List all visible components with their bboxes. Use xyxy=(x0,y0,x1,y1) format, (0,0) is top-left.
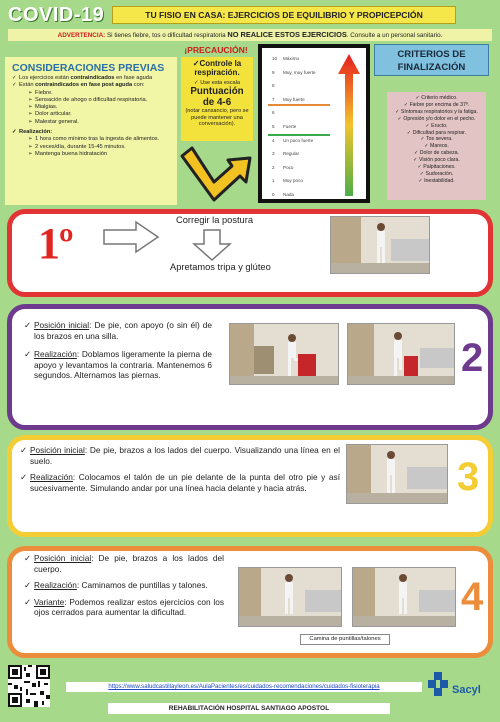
check-icon: ✓ xyxy=(12,82,17,89)
footer-hospital: REHABILITACIÓN HOSPITAL SANTIAGO APOSTOL xyxy=(108,703,390,714)
arrow-bullet-icon: ➢ xyxy=(28,143,33,150)
step-3-photo xyxy=(346,444,448,504)
criteria-panel xyxy=(387,92,486,200)
contraindication-item xyxy=(12,111,173,118)
warning-text: Si tienes fiebre, tos o dificultad respiratoria xyxy=(106,32,226,39)
check-icon: ✓ xyxy=(403,101,410,108)
precaution-control: ✓Controle la respiración. xyxy=(192,59,242,78)
scale-row-number: 5 xyxy=(272,124,275,129)
check-icon: ✓ xyxy=(12,129,17,136)
criteria-item xyxy=(389,123,484,130)
page-title: TU FISIO EN CASA: EJERCICIOS DE EQUILIBRIO Y PROPICEPCIÓN xyxy=(112,6,456,24)
pointing-arrow-icon xyxy=(176,142,256,206)
criteria-item-text: Tos severa. xyxy=(426,136,453,143)
criteria-item xyxy=(389,95,484,102)
warning-tail: . Consulte a un personal sanitario. xyxy=(346,32,443,39)
precaution-use-scale: ✓ Use esta escala xyxy=(193,80,241,87)
step-4-photo-b xyxy=(352,567,456,627)
check-icon: ✓ xyxy=(24,320,31,330)
check-icon: ✓ xyxy=(20,445,27,455)
contraindication-text: Mialgias. xyxy=(35,104,58,111)
scale-row-label: Muy fuerte xyxy=(283,96,305,102)
step-3-item-text: : De pie, brazos a los lados del cuerpo. Visualizando una línea en el suelo. xyxy=(30,445,340,466)
check-icon: ✓ xyxy=(419,170,426,177)
scale-row xyxy=(272,97,305,102)
criteria-item xyxy=(389,136,484,143)
check-icon: ✓ xyxy=(420,136,427,143)
scale-row-label: Fuerte xyxy=(283,124,297,129)
qr-code-icon[interactable] xyxy=(8,665,50,707)
step-3-number: 3 xyxy=(457,455,480,499)
scale-row xyxy=(272,165,293,170)
scale-row xyxy=(272,124,296,129)
warning-bar xyxy=(8,29,492,41)
step-2-photo-b xyxy=(347,323,455,385)
criteria-item xyxy=(389,143,484,150)
considerations-item xyxy=(12,75,173,82)
step-1-number: 1º xyxy=(38,219,73,268)
check-icon: ✓ xyxy=(418,177,425,184)
arrow-bullet-icon: ➢ xyxy=(28,104,33,111)
step-2-item-text: : Doblamos ligeramente la pierna de apoyo y levantamos la contraria. Mantenemos 6 segundos. Alternamos las piernas. xyxy=(34,349,212,381)
realization-text: Mantenga buena hidratación xyxy=(35,150,108,157)
criteria-item-text: Palpitaciones. xyxy=(423,164,456,171)
scale-row xyxy=(272,56,299,61)
scale-row-label: Muy, muy fuerte xyxy=(283,69,316,75)
scale-marker-lower xyxy=(268,134,330,136)
scale-row xyxy=(272,83,283,88)
check-icon: ✓ xyxy=(12,75,17,81)
criteria-item-text: Sudoración. xyxy=(425,170,454,177)
criteria-item xyxy=(389,164,484,171)
considerations-item xyxy=(12,82,173,89)
check-icon: ✓ xyxy=(395,108,401,115)
contraindication-text: Dolor articular. xyxy=(35,111,72,118)
check-icon: ✓ xyxy=(406,129,413,136)
considerations-title: CONSIDERACIONES PREVIAS xyxy=(12,62,165,74)
borg-scale-panel xyxy=(258,44,370,203)
arrow-bullet-icon: ➢ xyxy=(28,111,33,118)
step-2-item xyxy=(24,320,212,341)
criteria-item xyxy=(389,157,484,164)
step-4-item-text: : De pie, brazos a los lados del cuerpo. xyxy=(34,553,224,574)
criteria-item-text: Opresión y/o dolor en el pecho. xyxy=(403,115,476,122)
step-3-instructions xyxy=(20,445,340,496)
criteria-item-text: Inestabilidad. xyxy=(424,177,455,184)
warning-label: ADVERTENCIA: xyxy=(57,32,106,39)
check-icon: ✓ xyxy=(24,553,31,563)
check-icon: ✓ xyxy=(24,580,31,591)
realization-item xyxy=(12,144,173,151)
right-arrow-icon xyxy=(102,220,160,254)
check-icon: ✓ xyxy=(24,349,31,360)
scale-marker-upper xyxy=(268,104,330,106)
considerations-text-bold: contraindicados xyxy=(70,75,115,81)
considerations-text-bold: contraindicados en fase post aguda xyxy=(35,82,133,89)
step-3-item-label: Realización xyxy=(30,472,73,483)
contraindication-item xyxy=(12,90,173,97)
considerations-panel xyxy=(5,57,177,205)
check-icon: ✓ xyxy=(24,596,31,607)
scale-row-number: 1 xyxy=(272,178,275,184)
step-3-item-label: Posición inicial xyxy=(30,445,85,455)
arrow-bullet-icon: ➢ xyxy=(28,118,33,125)
scale-row-number: 7 xyxy=(272,96,275,102)
scale-row-label: Regular xyxy=(283,151,300,157)
scale-row xyxy=(272,110,283,115)
considerations-text: con: xyxy=(132,82,145,89)
step-4-item-text: : Podemos realizar estos ejercicios con los ojos cerrados para aumentar la dificultad. xyxy=(34,596,224,618)
down-arrow-icon xyxy=(192,228,232,262)
check-icon: ✓ xyxy=(413,157,419,164)
realization-text: 2 veces/día, durante 15-45 minutos. xyxy=(35,143,126,150)
considerations-text: Los ejercicios están xyxy=(19,75,71,81)
step-3-item-text: : Colocamos el talón de un pie delante de la punta del otro pie y así sucesivamente. Simulando andar por una línea hacia delante y hacia atrás. xyxy=(30,472,340,493)
check-icon: ✓ xyxy=(397,115,404,122)
precaution-score: Puntuación de 4-6 xyxy=(190,86,244,108)
check-icon: ✓ xyxy=(413,150,420,157)
check-icon: ✓ xyxy=(425,122,432,129)
criteria-item-text: Criterio médico. xyxy=(421,95,458,101)
step-2-item-label: Posición inicial xyxy=(34,320,90,330)
realization-text: 1 hora como mínimo tras la ingesta de alimentos. xyxy=(35,136,160,143)
step-1-text-b: Apretamos tripa y glúteo xyxy=(170,262,271,272)
criteria-item xyxy=(389,150,484,157)
step-4-item xyxy=(24,553,224,574)
contraindication-item xyxy=(12,97,173,104)
sacyl-logo-icon xyxy=(428,672,450,700)
scale-row xyxy=(272,70,316,75)
criteria-item xyxy=(389,178,484,185)
step-2-instructions xyxy=(24,320,212,384)
criteria-title: CRITERIOS DE FINALIZACIÓN xyxy=(374,44,489,76)
intensity-arrow-icon xyxy=(336,52,362,198)
arrow-bullet-icon: ➢ xyxy=(28,96,33,103)
precaution-score-note: (notar cansancio, pero se puede mantener una conversación). xyxy=(185,108,249,128)
step-3-item xyxy=(20,445,340,466)
step-2-photo-a xyxy=(229,323,339,385)
step-4-item-label: Variante xyxy=(34,596,65,607)
scale-row xyxy=(272,192,294,197)
precaution-control-text: Controle la respiración. xyxy=(194,59,242,78)
scale-row-number: 10 xyxy=(272,56,278,61)
scale-row xyxy=(272,138,313,143)
contraindication-item xyxy=(12,104,173,111)
step-2-item-label: Realización xyxy=(34,349,77,360)
contraindication-text: Sensación de ahogo o dificultad respiratoria. xyxy=(35,96,148,103)
criteria-item xyxy=(389,109,484,116)
step-4-caption: Camina de puntillas/talones xyxy=(300,634,390,645)
realization-item xyxy=(12,151,173,158)
step-3-item xyxy=(20,472,340,493)
criteria-item-text: Fiebre por encima de 37º. xyxy=(409,101,470,108)
check-icon: ✓ xyxy=(20,472,27,483)
criteria-item-text: Dolor de cabeza. xyxy=(419,150,459,157)
footer-link[interactable]: https://www.saludcastillayleon.es/AulaPacientes/es/cuidados-recomendaciones/cuidados-fisioterapia xyxy=(66,682,422,692)
arrow-bullet-icon: ➢ xyxy=(28,150,33,157)
scale-row-number: 4 xyxy=(272,137,275,143)
precaution-panel xyxy=(181,57,253,141)
criteria-item-text: Mareos. xyxy=(430,143,449,150)
sacyl-logo-text: Sacyl xyxy=(452,684,481,696)
contraindication-text: Malestar general. xyxy=(35,118,79,125)
precaution-use-scale-text: Use esta escala xyxy=(200,80,241,87)
step-2-number: 2 xyxy=(461,336,484,380)
step-4-item xyxy=(24,597,224,618)
step-1-text-a: Corregir la postura xyxy=(176,215,253,225)
check-icon: ✓ xyxy=(424,143,431,150)
scale-row xyxy=(272,178,303,183)
check-icon: ✓ xyxy=(417,164,424,171)
step-2-item-text: : De pie, con apoyo (o sin él) de los brazos en una silla. xyxy=(34,320,212,341)
scale-row-number: 0 xyxy=(272,192,275,197)
step-4-item-text: : Caminamos de puntillas y talones. xyxy=(76,580,208,591)
step-4-item-label: Realización xyxy=(34,580,77,591)
check-icon: ✓ xyxy=(415,95,422,101)
realization-title: Realización: xyxy=(19,129,53,136)
considerations-text: Están xyxy=(19,82,36,89)
step-1-photo xyxy=(330,216,430,274)
step-2-item xyxy=(24,349,212,381)
criteria-item xyxy=(389,116,484,123)
warning-emphasis: NO REALICE ESTOS EJERCICIOS xyxy=(227,30,347,39)
step-4-item-label: Posición inicial xyxy=(34,553,92,563)
realization-heading xyxy=(12,129,173,136)
scale-row-label: Un poco fuerte xyxy=(283,137,314,143)
criteria-item-text: Eructo. xyxy=(431,122,448,129)
scale-row-label: Nada xyxy=(283,192,294,197)
considerations-text: en fase aguda xyxy=(114,75,153,81)
step-4-photo-a xyxy=(238,567,342,627)
criteria-item-text: Dificultad para respirar. xyxy=(412,129,467,136)
scale-row xyxy=(272,151,299,156)
step-4-number: 4 xyxy=(461,575,484,619)
criteria-item xyxy=(389,130,484,137)
arrow-bullet-icon: ➢ xyxy=(28,136,33,143)
criteria-item-text: Visión poco clara. xyxy=(418,157,460,164)
criteria-item-text: Síntomas respiratorios y la fatiga. xyxy=(400,108,478,115)
step-4-instructions xyxy=(24,553,224,621)
scale-row-number: 2 xyxy=(272,164,275,170)
scale-row-label: Máximo xyxy=(283,56,300,61)
scale-row-label: Muy poco xyxy=(283,178,303,184)
covid-badge: COVID-19 xyxy=(8,4,105,26)
realization-item xyxy=(12,136,173,143)
contraindication-item xyxy=(12,119,173,126)
criteria-item xyxy=(389,102,484,109)
scale-row-number: 9 xyxy=(272,69,275,75)
criteria-item xyxy=(389,171,484,178)
contraindication-text: Fiebre. xyxy=(35,89,53,96)
precaution-title: ¡PRECAUCIÓN! xyxy=(184,45,248,55)
scale-row-number: 3 xyxy=(272,151,275,157)
scale-row-number: 6 xyxy=(272,110,275,116)
step-4-item xyxy=(24,580,224,591)
arrow-bullet-icon: ➢ xyxy=(28,89,33,96)
scale-row-number: 8 xyxy=(272,83,275,89)
scale-row-label: Poco xyxy=(283,164,294,170)
